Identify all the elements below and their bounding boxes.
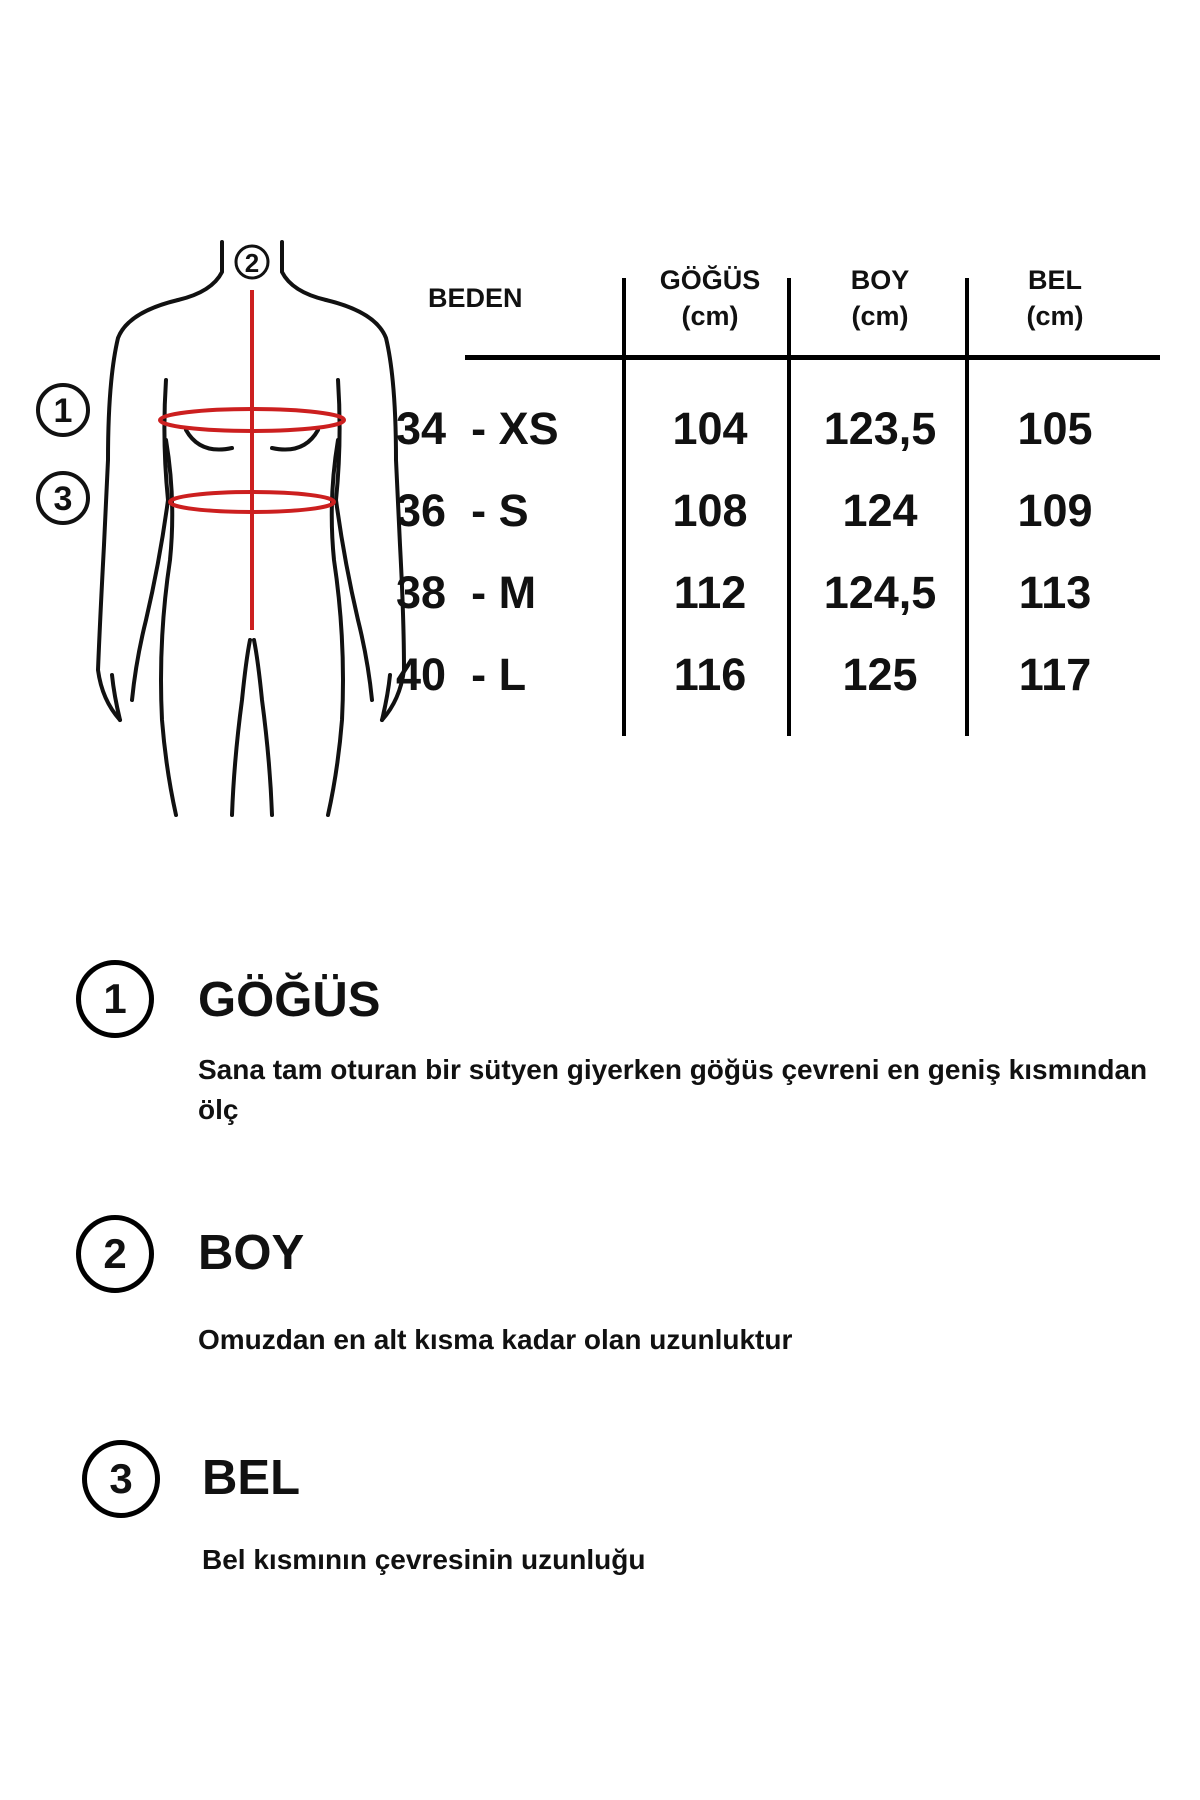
column-divider-3 (965, 278, 969, 736)
legend-item-boy (70, 1215, 1150, 1355)
bel-value: 113 (1018, 567, 1092, 618)
legend-title: BOY (198, 1226, 305, 1280)
gogus-value: 108 (672, 485, 748, 536)
size-number: 38 (396, 567, 447, 618)
header-gogus (630, 262, 790, 334)
number-2-icon: 2 (76, 1215, 154, 1293)
size-table (396, 250, 1180, 750)
legend-description: Omuzdan en alt kısma kadar olan uzunluktur (198, 1324, 793, 1355)
header-beden (420, 280, 628, 316)
number-1-icon: 1 (76, 960, 154, 1038)
legend-description: Sana tam oturan bir sütyen giyerken göğüs çevreni en geniş kısmından ölç (198, 1054, 1148, 1125)
header-bel (975, 262, 1135, 334)
bel-value: 117 (1018, 649, 1092, 700)
header-gogus-unit: (cm) (681, 301, 739, 331)
legend-title: GÖĞÜS (198, 973, 381, 1027)
header-boy-unit: (cm) (851, 301, 909, 331)
number-3-icon: 3 (82, 1440, 160, 1518)
size-number: 36 (396, 485, 447, 536)
header-bel-unit: (cm) (1026, 301, 1084, 331)
boy-value: 125 (842, 649, 918, 700)
marker-2-icon (236, 246, 268, 278)
size-number: 34 (396, 403, 447, 454)
legend-item-gogus (70, 960, 1150, 1140)
legend-description: Bel kısmının çevresinin uzunluğu (202, 1544, 646, 1575)
marker-3-icon (38, 473, 88, 523)
header-bel-label: BEL (1028, 265, 1082, 295)
svg-text:2: 2 (244, 248, 260, 278)
boy-value: 123,5 (823, 403, 937, 454)
size-letter: L (498, 649, 527, 700)
header-beden-label: BEDEN (428, 283, 523, 313)
size-letter: S (498, 485, 529, 536)
gogus-value: 112 (673, 567, 747, 618)
table-row: 38 - M (396, 567, 537, 618)
table-row: 36 - S (396, 485, 529, 536)
bel-value: 105 (1017, 403, 1093, 454)
header-divider (465, 355, 1160, 360)
table-row: 40 - L (396, 649, 527, 700)
marker-1-icon (38, 385, 88, 435)
legend-title: BEL (202, 1451, 300, 1505)
header-gogus-label: GÖĞÜS (659, 265, 761, 295)
header-boy-label: BOY (850, 265, 910, 295)
legend-item-bel (70, 1440, 1150, 1580)
boy-value: 124,5 (823, 567, 937, 618)
table-row: 34 - XS (396, 403, 559, 454)
svg-text:1: 1 (53, 392, 73, 430)
gogus-value: 116 (673, 649, 747, 700)
size-letter: M (498, 567, 537, 618)
header-boy (795, 262, 965, 334)
bel-value: 109 (1017, 485, 1093, 536)
size-letter: XS (498, 403, 559, 454)
gogus-value: 104 (672, 403, 748, 454)
size-number: 40 (396, 649, 447, 700)
boy-value: 124 (842, 485, 918, 536)
svg-text:3: 3 (53, 480, 73, 518)
